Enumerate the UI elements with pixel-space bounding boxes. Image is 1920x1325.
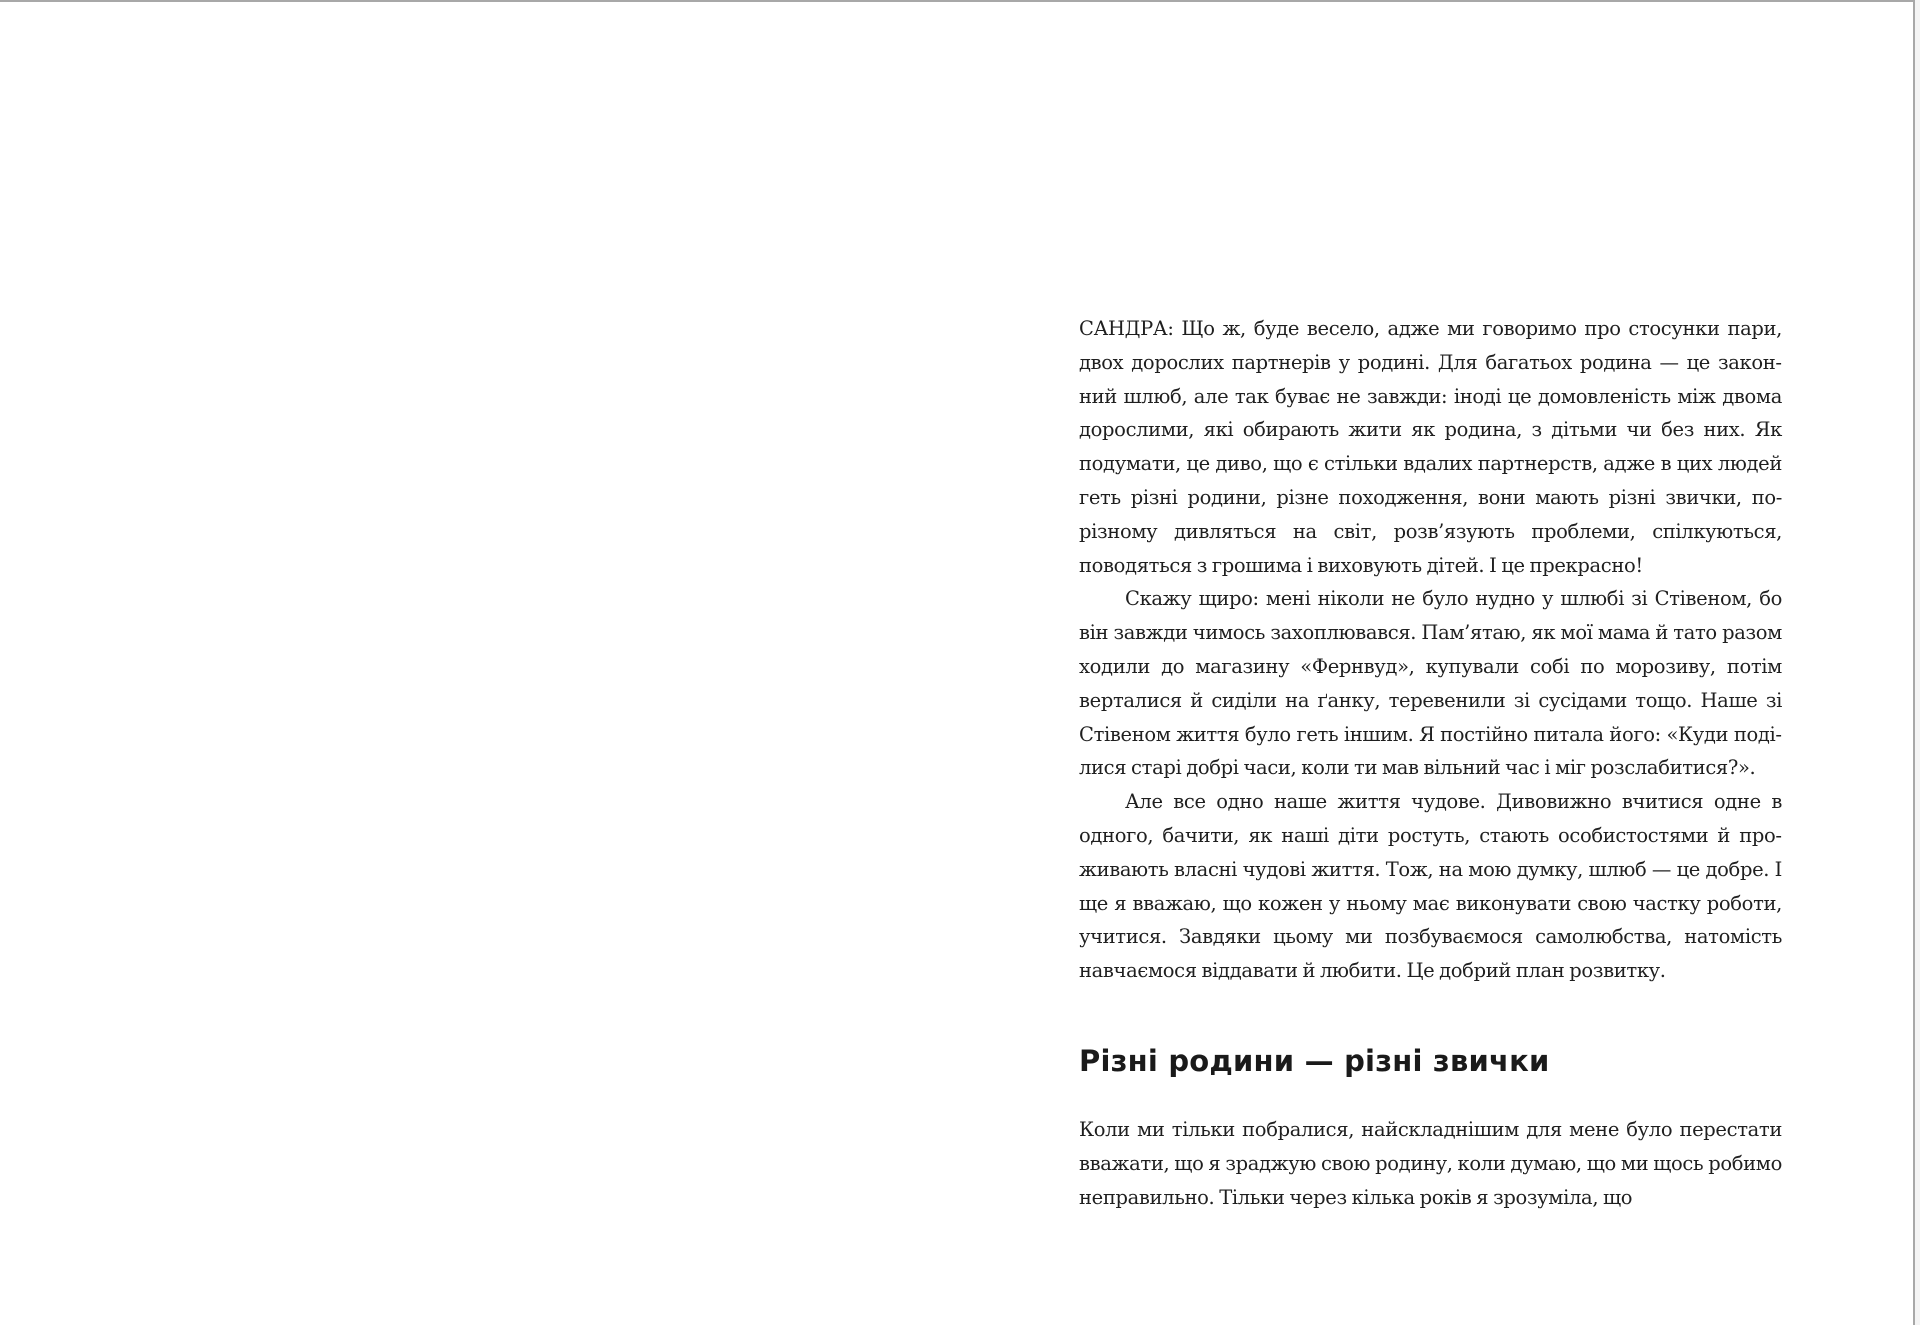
page-body — [1079, 312, 1782, 1214]
paragraph-marriage-growth: Але все одно наше життя чудове. Дивовижно вчитися одне в одного, бачити, як наші діти ростуть, стають особистостями й проживають власні чудові життя. Тож, на мою думку, шлюб — це добре. І ще я вважаю, що кожен у ньому має виконувати свою частку роботи, учитися. Завдяки цьому ми позбуваємося самолюбства, натомість навчаємося віддавати й любити. Це добрий план розвитку. — [1079, 790, 1782, 983]
paragraph-stephen-memories: Скажу щиро: мені ніколи не було нудно у шлюбі зі Стівеном, бо він завжди чимось захоплювався. Пам’ятаю, як мої мама й тато разом ходили до магазину «Фернвуд», купували собі по морозиву, потім верталися й сиділи на ґанку, теревенили зі сусідами тощо. Наше зі Стівеном життя було геть іншим. Я постійно питала його: «Куди поділися старі добрі часи, коли ти мав вільний час і міг розслабитися?». — [1079, 587, 1782, 780]
viewer-top-border — [0, 0, 1920, 2]
paragraph-sandra-intro: САНДРА: Що ж, буде весело, адже ми говоримо про стосунки пари, двох дорослих партнерів у родині. Для багатьох родина — це законний шлюб, але так буває не завжди: іноді це домовленість між двома дорослими, які обирають жити як родина, з дітьми чи без них. Як подумати, це диво, що є стільки вдалих партнерств, адже в цих людей геть різні родини, різне походження, вони мають різні звички, по-різному дивляться на світ, розв’язують проблеми, спілкуються, поводяться з грошима і виховують дітей. І це прекрасно! — [1079, 317, 1782, 577]
viewer-gutter — [1915, 0, 1920, 1325]
section-heading: Різні родини — різні звички — [1079, 1043, 1550, 1078]
paragraph-different-families: Коли ми тільки побралися, найскладнішим для мене було перестати вважати, що я зраджую свою родину, коли думаю, що ми щось робимо неправильно. Тільки через кілька років я зрозуміла, що — [1079, 1117, 1782, 1209]
